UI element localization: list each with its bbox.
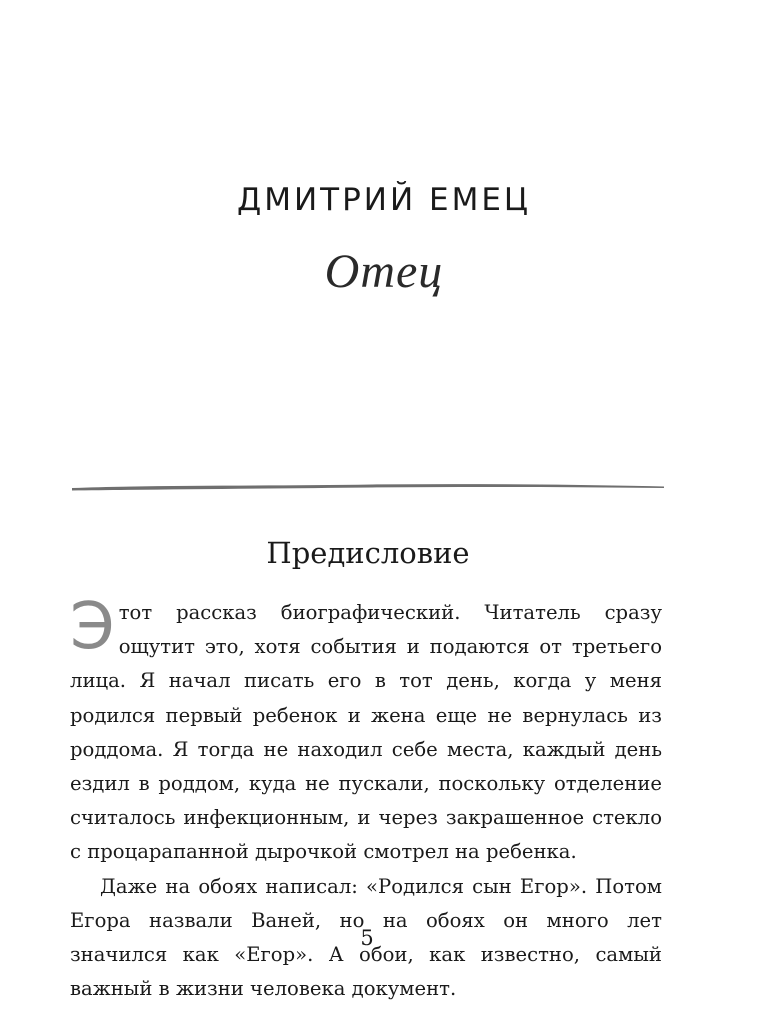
drop-cap: Э [70, 590, 115, 664]
paragraph-1-text: тот рассказ биографический. Читатель сразу ощутит это, хотя события и подаются от третьего лица. Я начал писать его в тот день, когда у меня родился первый ребенок и жена еще не вернулась из роддома. Я тогда не находил себе места, каждый день ездил в роддом, куда не пускали, поскольку отделение считалось инфекционным, и через закрашенное стекло с процарапанной дырочкой смотрел на ребенка. [70, 601, 662, 864]
book-title: Отец [324, 245, 444, 298]
decorative-divider [72, 478, 664, 496]
paragraph-2: Даже на обоях написал: «Родился сын Егор». Потом Егора назвали Ваней, но на обоях он много лет значился как «Егор». А обои, как известно, самый важный в жизни человека документ. [70, 874, 662, 1001]
paragraph-1 [70, 590, 662, 870]
section-heading: Предисловие [266, 536, 470, 570]
page-number: 5 [360, 926, 374, 950]
author-name: ДМИТРИЙ ЕМЕЦ [236, 182, 531, 218]
